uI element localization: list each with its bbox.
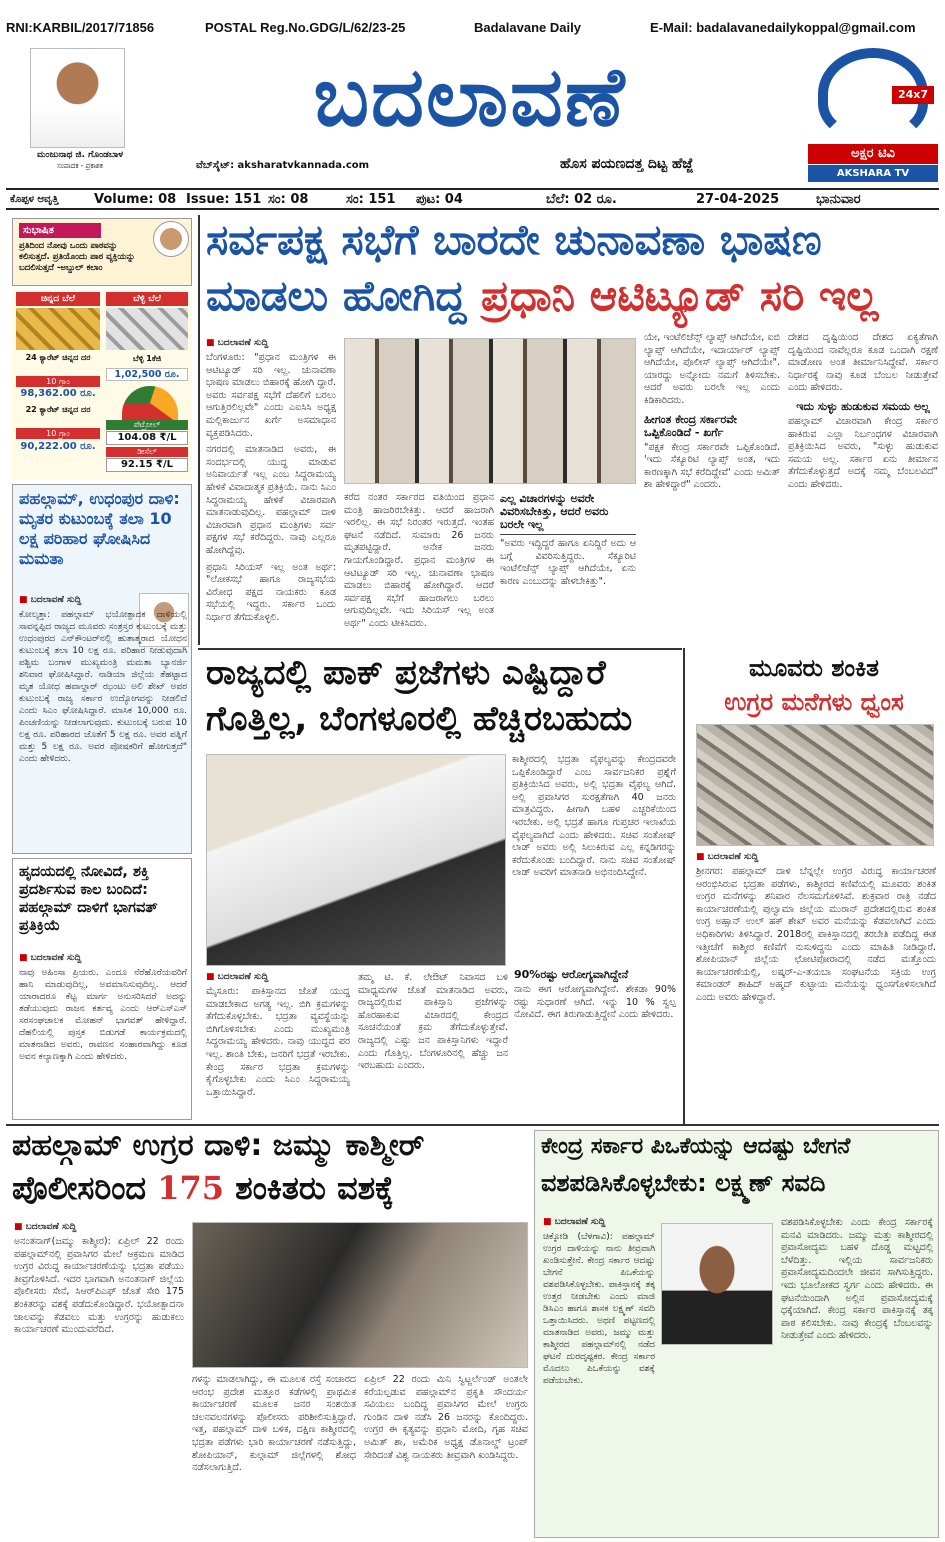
- mamata-headline: ಪಹಲ್ಗಾಮ್, ಉಧಂಪುರ ದಾಳಿ: ಮೃತರ ಕುಟುಂಬಕ್ಕೆ ತಲಾ 10 ಲಕ್ಷ ಪರಿಹಾರ ಘೋಷಿಸಿದ ಮಮತಾ: [19, 489, 180, 568]
- lead-col1-p2: ನಗರದಲ್ಲಿ ಮಾತನಾಡಿದ ಅವರು, ಈ ಸಂದರ್ಭದಲ್ಲಿ ಯುದ್ಧ ಮಾಡುವ ಅನಿವಾರ್ಯತೆ ಇಲ್ಲ ಎಂಬ ಸಿದ್ದರಾಮಯ್ಯ ಹೇಳಿಕೆ ವಿವಾದಾತ್ಮಕ ಪ್ರತಿಕ್ರಿಯೆ. ನಾನು ಸಿಎಂ ಸಿದ್ದರಾಮಯ್ಯ ಹೇಳಿಕೆ ವಿಚಾರವಾಗಿ ಮಾತನಾಡುವುದಿಲ್ಲ. ಪಹಲ್ಗಾಮ್ ದಾಳಿ ವಿಚಾರವಾಗಿ ಪ್ರಧಾನ ಮಂತ್ರಿಗಳು ಸರ್ವ ಪಕ್ಷಗಳ ಸಭೆ ಕರೆದಿದ್ದರು. ನಾವು ಎಲ್ಲರೂ ಹೋಗಿದ್ದೆವು.: [206, 444, 336, 556]
- gold-price-label: ಚಿನ್ನದ ಬೆಲೆ: [16, 292, 100, 306]
- lead-headline-line2: [206, 271, 936, 328]
- subhashita-heading: ಸುಭಾಷಿತ: [19, 223, 101, 238]
- lead-headline-line2b: ಪ್ರಧಾನಿ ಆಟಿಟ್ಯೂಡ್ ಸರಿ ಇಲ್ಲ: [480, 271, 879, 320]
- column-divider: [683, 648, 685, 1124]
- terror-byline: ■ ಬದಲಾವಣೆ ಸುದ್ದಿ: [696, 852, 836, 864]
- lead-col4-text: ಯೇ, ಇಂಟೆಲಿಜೆನ್ಸ್ ಲ್ಯಾಪ್ಸ್ ಆಗಿದೆಯೇ, ಐಬಿ ಲ್ಯಾಪ್ಸ್ ಆಗಿದೆಯೇ, ಇದಾರ್ಯಾರ್ ಲ್ಯಾಪ್ಸ್ ಆಗಿದೆಯೇ, ಪೊಲೀಸ್ ಲ್ಯಾಪ್ಸ್ ಆಗಿದೆಯೇ". ಯಾರದ್ದು ಅನ್ನೋದು ನಮಗೆ ತಿಳಿಸಬೇಕು. ಆದರೆ ಅವರು ಬರಲೇ ಇಲ್ಲ ಎಂದು ಕಿಡಿಕಾರಿದರು.: [644, 332, 780, 406]
- lead-col1-p1: ಬೆಂಗಳೂರು: "ಪ್ರಧಾನ ಮಂತ್ರಿಗಳ ಈ ಆಟಿಟ್ಯೂಡ್ ಸರಿ ಇಲ್ಲ. ಚುನಾವಣಾ ಭಾಷಣ ಮಾಡಲು ಬಿಹಾರಕ್ಕೆ ಹೋಗಿ ದ್ದಾರೆ. ಅವರು ಸರ್ವಪಕ್ಷ ಸಭೆಗೆ ದೆಹಲಿಗೆ ಬರಲು ಆಗುತ್ತಿರಲಿಲ್ಲವೇ" ಎಂದು ಎಐಸಿಸಿ ಅಧ್ಯಕ್ಷ ಮಲ್ಲಿಕಾರ್ಜುನ ಖರ್ಗೆ ಅಸಮಾಧಾನ ವ್ಯಕ್ತಪಡಿಸಿದರು.: [206, 352, 336, 439]
- editor-role: ಸಂಪಾದಕ - ಪ್ರಕಾಶಕ: [57, 162, 103, 170]
- pak-sub-story: [514, 968, 676, 1120]
- savadi-headline-line2: ವಶಪಡಿಸಿಕೊಳ್ಳಬೇಕು: ಲಕ್ಷ್ಮಣ್ ಸವದಿ: [541, 1169, 826, 1197]
- jk-headline-line1: ಪಹಲ್ಗಾಮ್ ಉಗ್ರರ ದಾಳಿ: ಜಮ್ಮು ಕಾಶ್ಮೀರ್: [12, 1128, 425, 1163]
- savadi-col2: ವಶಪಡಿಸಿಕೊಳ್ಳಬೇಕು ಎಂದು ಕೇಂದ್ರ ಸರ್ಕಾರಕ್ಕೆ ಮನವಿ ಮಾಡಿದರು. ಜಮ್ಮು ಮತ್ತು ಕಾಶ್ಮೀರದಲ್ಲಿ ಪ್ರವಾಸೋದ್ಯಮ ಬಹಳ ದೊಡ್ಡ ಮಟ್ಟದಲ್ಲಿ ಬೆಳೆದಿತ್ತು. ಇಲ್ಲಿಯ ಸಾರ್ವಜನಿಕರು ಪ್ರವಾಸೋದ್ಯಮದಿಂದಲೇ ಜೀವನ ಸಾಗಿಸುತ್ತಿದ್ದರು. ಇದು ಭೂಲೋಕದ ಸ್ವರ್ಗ ಎಂದು ಹೇಳಿದರು. ಈ ಘಟನೆಯಿಂದಾಗಿ ಅಲ್ಲಿನ ಪ್ರವಾಸೋದ್ಯಮಕ್ಕೆ ಧಕ್ಕೆಯಾಗಿದೆ. ಕೇಂದ್ರ ಸರ್ಕಾರ ಪಾಕಿಸ್ತಾನಕ್ಕೆ ತಕ್ಕ ಪಾಠ ಕಲಿಸಬೇಕು. ನಾವು ಕೇಂದ್ರಕ್ಕೆ ಬೆಂಬಲವನ್ನು ನೀಡುತ್ತೇವೆ ಎಂದು ಹೇಳಿದರು.: [781, 1217, 933, 1342]
- lead-col5-text: ದೇಶದ ದೃಷ್ಟಿಯಿಂದ ದೇಶದ ಏಕ್ಯತೆಗಾಗಿ ದೃಷ್ಟಿಯಿಂದ ನಾವೆಲ್ಲರೂ ಕೂಡ ಒಂದಾಗಿ ರಕ್ಷಣೆ ಮಾಡೋಣ ಅಂತ ತೀರ್ಮಾನಿಸಿದ್ದೇವೆ. ಸರ್ಕಾರ ನಿರ್ಧಾರಕ್ಕೆ ನಾವು ಕೂಡ ಬೆಂಬಲ ನೀಡುತ್ತೇವೆ ಎಂದು ಹೇಳಿದರು.: [788, 332, 938, 394]
- section-rule: [6, 1124, 939, 1126]
- mamata-story: [12, 484, 192, 854]
- pak-headline-line1: ರಾಜ್ಯದಲ್ಲಿ ಪಾಕ್ ಪ್ರಜೆಗಳು ಎಷ್ಟಿದ್ದಾರೆ: [206, 653, 606, 693]
- pak-headline-line2: ಗೊತ್ತಿಲ್ಲ, ಬೆಂಗಳೂರಲ್ಲಿ ಹೆಚ್ಚಿರಬಹುದು: [206, 699, 633, 739]
- gold24-price: 98,362.00 ರೂ.: [20, 388, 96, 399]
- rni-number: RNI:KARBIL/2017/71856: [6, 20, 155, 35]
- silver-unit: ಬೆಳ್ಳಿ 1ಕೆಜಿ: [132, 354, 162, 363]
- jk-col1: ಅನಂತನಾಗ್(ಜಮ್ಮು ಕಾಶ್ಮೀರ): ಏಪ್ರಿಲ್ 22 ರಂದು ಪಹಲ್ಗಾಮ್‌ನಲ್ಲಿ ಪ್ರವಾಸಿಗರ ಮೇಲೆ ಆಕ್ರಮಣ ಮಾಡಿದ ಉಗ್ರರ ವಿರುದ್ಧ ಕಾರ್ಯಾಚರಣೆಯನ್ನು ಭದ್ರತಾ ಪಡೆಯು ತೀವ್ರಗೊಳಿಸಿದೆ. ಇದರ ಭಾಗವಾಗಿ ಅನಂತನಾಗ್ ಜಿಲ್ಲೆಯ ಪೊಲೀಸರು ಸೇನೆ, ಸಿಆರ್‌ಪಿಎಫ್ ಜೊತೆ ಸೇರಿ 175 ಶಂಕಿತರನ್ನು ವಶಕ್ಕೆ ಪಡೆದುಕೊಂಡಿದ್ದಾರೆ. ಭಯೋತ್ಪಾದನಾ ಜಾಲವನ್ನು ಕೆಡವಲು ಮತ್ತು ಉಗ್ರರನ್ನು ಹುಡುಕಲು ಕಾರ್ಯಾಚರಣೆ ಮುಂದುವರೆದಿದೆ.: [14, 1236, 184, 1336]
- lead-col4: [644, 332, 780, 642]
- sam-1: ಸಂ: 08: [268, 192, 309, 207]
- lead-col1-p3: ಪ್ರಧಾನಿ ಸಿರಿಯಸ್ ಇಲ್ಲ ಅಂತ ಅರ್ಥ: "ಲೋಕಸಭೆ ಹಾಗೂ ರಾಜ್ಯಸಭೆಯ ವಿರೋಧ ಪಕ್ಷದ ನಾಯಕರು ಕೂಡ ಸಭೆಯಲ್ಲಿ ಇದ್ದರು. ಸರ್ಕಾರ ಒಂದು ನಿರ್ಧಾರ ತೆಗೆದುಕೊಳ್ಳಲಿ.: [206, 561, 336, 623]
- issue-bar: [6, 188, 939, 210]
- lead-col3-text: "ಅವರು ಇದ್ದಿದ್ದರೆ ಹಾಗೂ ಏನಿದ್ದಿರೆ ಅದು ಆ ಬಗ್ಗೆ ವಿವರಿಸುತ್ತಿದ್ದರು. ಸೆಕ್ಯೂರಿಟಿ ಇಂಟೆಲಿಜೆನ್ಸ್ ಲ್ಯಾಪ್ಸ್ ಆಗಿದೆಯೇ, ಏನು ಕಾರಣ ಎಂಬುದನ್ನು ಹೇಳಬೇಕಿತ್ತು".: [500, 538, 636, 587]
- terror-headline-line2: ಉಗ್ರರ ಮನೆಗಳು ಧ್ವಂಸ: [724, 688, 904, 716]
- gold-bars-image: [16, 308, 100, 350]
- kalam-photo: [153, 221, 189, 257]
- pak-text-left: ಮೈಸೂರು: ಪಾಕಿಸ್ತಾನದ ಜೊತೆ ಯುದ್ಧ ಮಾಡಬೇಕಾದ ಅಗತ್ಯ ಇಲ್ಲ. ಬಿಗಿ ಕ್ರಮಗಳನ್ನು ತೆಗೆದುಕೊಳ್ಳಬೇಕು. ಭದ್ರತಾ ವ್ಯವಸ್ಥೆಯನ್ನು ಬಿಗಿಗೊಳಿಸಬೇಕು ಎಂದು ಮುಖ್ಯಮಂತ್ರಿ ಸಿದ್ದರಾಮಯ್ಯ ಹೇಳಿದರು. ನಾವು ಯುದ್ಧದ ಪರ ಇಲ್ಲ. ಶಾಂತಿ ಬೇಕು, ಜನರಿಗೆ ಭದ್ರತೆ ಇರಬೇಕು. ಕೇಂದ್ರ ಸರ್ಕಾರ ಭದ್ರತಾ ಕ್ರಮಗಳನ್ನು ಕೈಗೊಳ್ಳಬೇಕು ಎಂದು ಸಿಎಂ ಸಿದ್ದರಾಮಯ್ಯ ಒತ್ತಾಯಿಸಿದ್ದಾರೆ.: [206, 986, 350, 1098]
- lead-col2: ಕರೆದ ನಂತರ ಸರ್ಕಾರದ ವತಿಯಿಂದ ಪ್ರಧಾನ ಮಂತ್ರಿ ಹಾಜರಿರಬೇಕಿತ್ತು. ಆದರೆ ಹಾಜರಾಗಿ ಇರಲಿಲ್ಲ. ಈ ಸಭೆ ನಿರಂತರ ಇರುತ್ತದೆ. ಇಂತಹ ಘಟನೆ ನಡೆದಿದೆ. ಸುಮಾರು 26 ಜನರು ಮೃತಪಟ್ಟಿದ್ದಾರೆ. ಅನೇಕ ಜನರು ಗಾಯಗೊಂಡಿದ್ದಾರೆ. ಪ್ರಧಾನ ಮಂತ್ರಿಗಳ ಈ ಆಟಿಟ್ಯೂಡ್ ಸರಿ ಇಲ್ಲ. ಚುನಾವಣಾ ಭಾಷಣ ಮಾಡಲು ಬಿಹಾರಕ್ಕೆ ಹೋಗಿದ್ದಾರೆ. ಆದರೆ ಸರ್ವಪಕ್ಷ ಸಭೆಗೆ ಹಾಜರಾಗಲು ಬರಲು ಆಗುವುದಿಲ್ಲವೇ. ಇದು ಸಿರಿಯಸ್ ಇಲ್ಲ ಅಂತ ಅರ್ಥ" ಎಂದು ಟೀಕಿಸಿದರು.: [344, 492, 494, 629]
- lead-col5-head: ಇದು ಸುಳ್ಳು ಹುಡುಕುವ ಸಮಯ ಅಲ್ಲ: [796, 399, 930, 413]
- savadi-photo: [661, 1223, 773, 1345]
- pak-text-mid: ತಮ್ಮ ಟಿ. ಕೆ. ಲೇಔಟ್ ನಿವಾಸದ ಬಳಿ ಮಾಧ್ಯಮಗಳ ಜೊತೆ ಮಾತನಾಡಿದ ಅವರು, ರಾಜ್ಯದಲ್ಲಿರುವ ಪಾಕಿಸ್ತಾನಿ ಪ್ರಜೆಗಳನ್ನು ಹೊರಹಾಕುವ ವಿಚಾರದಲ್ಲಿ ಕೇಂದ್ರದ ಸೂಚನೆಯಂತೆ ಕ್ರಮ ತೆಗೆದುಕೊಳ್ಳುತ್ತೇವೆ. ರಾಜ್ಯದಲ್ಲಿ ಎಷ್ಟು ಜನ ಪಾಕಿಸ್ತಾನಿಗಳು ಇದ್ದಾರೆ ಎಂದು ಗೊತ್ತಿಲ್ಲ. ಬೆಂಗಳೂರಿನಲ್ಲಿ ಹೆಚ್ಚು ಜನ ಇರಬಹುದು ಎಂದರು.: [358, 972, 508, 1072]
- silver-price: 1,02,500 ರೂ.: [106, 368, 188, 381]
- subhashita-box: [12, 218, 192, 286]
- terror-headline-line1: ಮೂವರು ಶಂಕಿತ: [749, 654, 879, 682]
- savadi-headline-line1: ಕೇಂದ್ರ ಸರ್ಕಾರ ಪಿಒಕೆಯನ್ನು ಆದಷ್ಟು ಬೇಗನೆ: [541, 1134, 851, 1159]
- jk-headline-line2c: ಶಂಕಿತರು ವಶಕ್ಕೆ: [224, 1169, 394, 1207]
- tv-name-en: AKSHARA TV KANNADA: [808, 165, 938, 182]
- demolished-house-photo: [696, 724, 934, 846]
- column-divider: [198, 215, 200, 645]
- lead-col4-text2: "ಪಕ್ಷಕ ಕೇಂದ್ರ ಸರ್ಕಾರವೇ ಒಪ್ಪಿಕೊಂಡಿದೆ. 'ಇದು ಸೆಕ್ಯೂರಿಟಿ ಲ್ಯಾಪ್ಸ್ ಅಂತ, ಇದು ಕಾರಣಕ್ಕಾಗಿ ಸಭೆ ಕರೆದಿದ್ದೇವೆ' ಎಂದು ಅಮಿತ್ ಶಾ ಹೇಳಿದ್ದಾರೆ" ಎಂದರು.: [644, 441, 780, 491]
- mamata-byline: ■ ಬದಲಾವಣೆ ಸುದ್ದಿ: [19, 595, 119, 607]
- savadi-story: [534, 1130, 939, 1538]
- tv-badge: 24x7: [892, 86, 934, 104]
- editor-photo: [30, 48, 125, 148]
- mamata-text: ಕೋಲ್ಕತ್ತಾ: ಪಹಲ್ಗಾಮ್ ಭಯೋತ್ಪಾದಕ ದಾಳಿಯಲ್ಲಿ ಸಾವನ್ನಪ್ಪಿದ ರಾಜ್ಯದ ಮೂವರು ಸಂತ್ರಸ್ತರ ಕುಟುಂಬಕ್ಕೆ ಮತ್ತು ಉಧಂಪುರದ ಎನ್‌ಕೌಂಟರ್‌ನಲ್ಲಿ ಹುತಾತ್ಮರಾದ ಯೋಧನ ಕುಟುಂಬಕ್ಕೆ ತಲಾ 10 ಲಕ್ಷ ರೂ. ಪರಿಹಾರ ನೀಡುವುದಾಗಿ ಪಶ್ಚಿಮ ಬಂಗಾಳ ಮುಖ್ಯಮಂತ್ರಿ ಮಮತಾ ಬ್ಯಾನರ್ಜಿ ಶನಿವಾರ ಘೋಷಿಸಿದ್ದಾರೆ. ನಾಡಿಯಾ ಜಿಲ್ಲೆಯ ತೆಹಟ್ಟಾದ ಮೃತ ಯೋಧ ಹವಾಲ್ದಾರ್ ಝಂಟು ಅಲಿ ಶೇಖ್ ಅವರ ಕುಟುಂಬಕ್ಕೆ ರಾಜ್ಯ ಸರ್ಕಾರ ಉದ್ಯೋಗವನ್ನು ನೀಡಲಿದೆ ಎಂದು ಸಿಎಂ ಘೋಷಿಸಿದ್ದಾರೆ. ಮಾಸಿಕ 10,000 ರೂ. ಪಿಂಚಣಿಯನ್ನು ನೀಡಲಾಗುವುದು. ಕುಟುಂಬಕ್ಕೆ ಬರುವ 10 ಲಕ್ಷ ರೂ. ಪರಿಹಾರದ ಜೊತೆಗೆ 5 ಲಕ್ಷ ರೂ. ಅವರ ಪತ್ನಿಗೆ ಮತ್ತು 5 ಲಕ್ಷ ರೂ. ಅವರ ಪೋಷಕರಿಗೆ ಹೋಗುತ್ತದೆ" ಎಂದು ಹೇಳಿದರು.: [19, 610, 187, 764]
- lead-col4-head: ಹೀಗಂತ ಕೇಂದ್ರ ಸರ್ಕಾರವೇ ಒಪ್ಪಿಕೊಂಡಿದೆ - ಖರ್ಗೆ: [644, 412, 737, 439]
- pak-text-right: ಕಾಶ್ಮೀರದಲ್ಲಿ ಭದ್ರತಾ ವೈಫಲ್ಯವನ್ನು ಕೇಂದ್ರದವರೇ ಒಪ್ಪಿಕೊಂಡಿದ್ದಾರೆ ಎಂಬ ಸಾರ್ವಜನಿಕರ ಪ್ರಶ್ನೆಗೆ ಪ್ರತಿಕ್ರಿಯಿಸಿದ ಅವರು, ಅಲ್ಲಿ ಭದ್ರತಾ ವೈಫಲ್ಯ ಆಗಿದೆ. ಅಲ್ಲಿ ಪ್ರವಾಸಿಗರ ಸುರಕ್ಷತೆಗಾಗಿ 40 ಜನರು ಮಾತ್ರವಿದ್ದರು. ಹೀಗಾಗಿ ಬಹಳ ಎಚ್ಚರಿಕೆಯಿಂದ ಇರಬೇಕು. ಅಲ್ಲಿ ಭದ್ರತೆ ಹಾಗೂ ಗುಪ್ತಚರ ಇಲಾಖೆಯ ವೈಫಲ್ಯವಾಗಿದೆ ಎಂದು ಹೇಳಿದರು. ಸಚಿವ ಸಂತೋಷ್ ಲಾಡ್ ಅವರು ಅಲ್ಲಿ ಸಿಲುಕಿರುವ ಎಲ್ಲ ಕನ್ನಡಿಗರನ್ನು ಕರೆದುಕೊಂಡು ಬಂದಿದ್ದಾರೆ. ನಾನು ಸಚಿವ ಸಂತೋಷ್ ಲಾಡ್ ಅವರಿಗೆ ಮಾತನಾಡಿ ಅಭಿನಂದಿಸಿದ್ದೇನೆ.: [512, 754, 676, 879]
- siddaramaiah-photo: [206, 754, 506, 966]
- sam-2: ಸಂ: 151: [346, 192, 396, 207]
- bhagwat-story: [12, 858, 192, 1120]
- fuel-gauge-icon: [122, 386, 178, 420]
- bhagwat-headline: ಹೃದಯದಲ್ಲಿ ನೋವಿದೆ, ಶಕ್ತಿ ಪ್ರದರ್ಶಿಸುವ ಕಾಲ ಬಂದಿದೆ: ಪಹಲ್ಗಾಮ್ ದಾಳಿಗೆ ಭಾಗವತ್ ಪ್ರತಿಕ್ರಿಯೆ: [19, 864, 158, 934]
- postal-reg: POSTAL Reg.No.GDG/L/62/23-25: [205, 20, 406, 35]
- masthead-title: ಬದಲಾವಣೆ: [313, 49, 627, 145]
- section-rule: [198, 648, 682, 650]
- jk-headline-line2a: ಪೊಲೀಸರಿಂದ: [12, 1169, 158, 1207]
- police-raid-photo: [192, 1222, 528, 1368]
- pak-byline: ■ ಬದಲಾವಣೆ ಸುದ್ದಿ: [206, 972, 346, 984]
- bhagwat-text: ನಾವು ಅಹಿಂಸಾ ಪ್ರಿಯರು. ಎಂದೂ ನೆರೆಹೊರೆಯವರಿಗೆ ಹಾನಿ ಮಾಡುವುದಿಲ್ಲ, ಅವಮಾನಿಸುವುದಿಲ್ಲ. ಆದರೆ ಯಾರಾದರೂ ಕೆಟ್ಟ ಮಾರ್ಗ ಅನುಸರಿಸಿದರೆ ಅದನ್ನು ತಡೆಯುವುದು ರಾಜನ ಕರ್ತವ್ಯ ಎಂದು ಆರ್‌ಎಸ್‌ಎಸ್ ಸರಸಂಘಚಾಲಕ ಮೋಹನ್ ಭಾಗವತ್ ಹೇಳಿದ್ದಾರೆ. ದೆಹಲಿಯಲ್ಲಿ ಪುಸ್ತಕ ಬಿಡುಗಡೆ ಕಾರ್ಯಕ್ರಮದಲ್ಲಿ ಮಾತನಾಡಿದ ಅವರು, ರಾವಣನ ಸಂಹಾರವಾಗಿದ್ದು ಕೂಡ ಅವನ ಕಲ್ಯಾಣಕ್ಕಾಗಿ ಎಂದು ಹೇಳಿದರು.: [19, 968, 187, 1062]
- page-count: ಪುಟ: 04: [416, 192, 463, 207]
- savadi-col1: ಚಿಕ್ಕೋಡಿ (ಬೆಳಗಾವಿ): ಪಹಲ್ಗಾಮ್ ಉಗ್ರರ ದಾಳಿಯನ್ನು ನಾನು ತೀವ್ರವಾಗಿ ಖಂಡಿಸುತ್ತೇನೆ. ಕೇಂದ್ರ ಸರ್ಕಾರ ಆದಷ್ಟು ಬೇಗನೆ ಪಿಒಕೆಯನ್ನು ವಶಪಡಿಸಿಕೊಳ್ಳಬೇಕು. ಪಾಕಿಸ್ತಾನಕ್ಕೆ ತಕ್ಕ ಉತ್ತರ ನೀಡಬೇಕು ಎಂದು ಮಾಜಿ ಡಿಸಿಎಂ ಹಾಗೂ ಶಾಸಕ ಲಕ್ಷ್ಮಣ್ ಸವದಿ ಒತ್ತಾಯಿಸಿದರು. ಅಥಣಿ ಪಟ್ಟಣದಲ್ಲಿ ಮಾತನಾಡಿದ ಅವರು, ಜಮ್ಮು ಮತ್ತು ಕಾಶ್ಮೀರದ ಪಹಲ್ಗಾಮ್‌ನಲ್ಲಿ ನಡೆದ ಘಟನೆ ದುರದೃಷ್ಟಕರ. ಕೇಂದ್ರ ಸರ್ಕಾರ ಮೊದಲು ಪಿಒಕೆಯನ್ನು ವಶಕ್ಕೆ ಪಡೆಯಬೇಕು.: [543, 1232, 655, 1386]
- diesel-price: 92.15 ₹/L: [106, 458, 188, 472]
- silver-price-label: ಬೆಳ್ಳಿ ಬೆಲೆ: [106, 292, 188, 306]
- lead-col5: [788, 332, 938, 642]
- paper-name-en: Badalavane Daily: [474, 20, 581, 35]
- top-strip: [0, 0, 945, 40]
- petrol-price: 104.08 ₹/L: [106, 431, 188, 445]
- lead-col3-head: ಎಲ್ಲ ವಿಚಾರಗಳನ್ನು ಅವರೇ ವಿವರಿಸಬೇಕಿತ್ತು, ಆದರೆ ಅವರು ಬರಲೇ ಇಲ್ಲ: [500, 492, 636, 535]
- tagline: ಹೊಸ ಪಯಣದತ್ತ ದಿಟ್ಟ ಹೆಜ್ಜೆ: [560, 156, 694, 172]
- bhagwat-byline: ■ ಬದಲಾವಣೆ ಸುದ್ದಿ: [19, 953, 139, 965]
- tv-name-kn: ಅಕ್ಷರ ಟಿವಿ: [808, 144, 938, 164]
- subhashita-text: ಪ್ರತಿದಿಂದ ನೋವು ಒಂದು ಪಾಠವನ್ನು ಕಲಿಸುತ್ತದೆ. ಪ್ರತಿಯೊಂದು ಪಾಠ ವ್ಯಕ್ತಿಯನ್ನು ಬದಲಿಸುತ್ತದೆ -ಅಬ್ದುಲ್ ಕಲಾಂ: [19, 241, 136, 273]
- kharge-press-photo: [344, 338, 636, 484]
- rates-box: [12, 290, 192, 480]
- jk-headline-count: 175: [157, 1169, 225, 1207]
- lead-col3: [500, 492, 636, 642]
- website: ವೆಬ್‌ಸೈಟ್: aksharatvkannada.com: [196, 160, 370, 171]
- diesel-label: ಡೀಸೆಲ್: [106, 447, 188, 457]
- jk-col2: ಗಳನ್ನು ಮಾಡಲಾಗಿದ್ದು, ಈ ಮೂಲಕ ರಸ್ತೆ ಸಂಚಾರದ ಆರಂಭ ಪ್ರದೇಶ ಮತ್ತೂರ ಕಡೆಗಳಲ್ಲಿ ಪ್ರಾಥಮಿಕ ಕಾರ್ಯಾಚರಣೆ ಮೂಲಕ ಜನರ ಸಂಶಯಿತ ಚಲನವಲನಗಳನ್ನು ಪೊಲೀಸರು ಪರಿಶೀಲಿಸುತ್ತಿದ್ದಾರೆ. ಇತ್ತ, ಪಹಲ್ಗಾಮ್ ದಾಳಿ ಬಳಿಕ, ದಕ್ಷಿಣ ಕಾಶ್ಮೀರದಲ್ಲಿ ಭದ್ರತಾ ಪಡೆಗಳು ಭಾರಿ ಕಾರ್ಯಾಚರಣೆ ನಡೆಸುತ್ತಿದ್ದು, ಶೋಪಿಯಾನ್, ಕುಲ್ಗಾಮ್ ಜಿಲ್ಲೆಗಳಲ್ಲಿ ಶೋಧ ನಡೆಸಲಾಗುತ್ತಿದೆ.: [192, 1374, 356, 1474]
- editor-name: ಮಂಜುನಾಥ ಜಿ. ಗೊಂಡಬಾಳ: [36, 150, 124, 160]
- lead-col5-text2: ಪಹಲ್ಗಾಮ್ ವಿಚಾರವಾಗಿ ಕೇಂದ್ರ ಸರ್ಕಾರ ಹಾಕಿರುವ ಎಲ್ಲಾ ನಿರ್ಬಂಧಗಳ ವಿಚಾರವಾಗಿ ಪ್ರತಿಕ್ರಿಯಿಸಿದ ಅವರು, "ಸುಳ್ಳು ಹುಡುಕುವ ಸಮಯ ಅಲ್ಲ. ಸರ್ಕಾರ ಏನು ತೀರ್ಮಾನ ತೆಗೆದುಕೊಳ್ಳುತ್ತದೆ ಅದಕ್ಕೆ ನಮ್ಮ ಬೆಂಬಲವಿದೆ" ಎಂದು ಹೇಳಿದರು.: [788, 415, 938, 490]
- lead-headline-line2a: ಮಾಡಲು ಹೋಗಿದ್ದ: [206, 271, 481, 320]
- price: ಬೆಲೆ: 02 ರೂ.: [546, 192, 617, 207]
- day: ಭಾನುವಾರ: [816, 192, 861, 207]
- date: 27-04-2025: [696, 192, 780, 207]
- edition: ಕೊಪ್ಪಳ ಆವೃತ್ತಿ: [10, 194, 59, 205]
- gold22-unit: 10 ಗ್ರಾಂ: [16, 428, 100, 439]
- petrol-label: ಪೆಟ್ರೋಲ್: [106, 420, 188, 430]
- gold22-label: 22 ಕ್ಯಾರೆಟ್ ಚಿನ್ನದ ದರ: [25, 405, 91, 414]
- pak-sub-head: 90%ರಷ್ಟು ಆರೋಗ್ಯವಾಗಿದ್ದೇನೆ: [514, 968, 629, 981]
- gold24-unit: 10 ಗ್ರಾಂ: [16, 376, 100, 387]
- gold24-label: 24 ಕ್ಯಾರೆಟ್ ಚಿನ್ನದ ದರ: [25, 353, 91, 362]
- tv-logo: [808, 48, 938, 196]
- jk-headline-line2: [12, 1169, 532, 1214]
- lead-col1: [206, 352, 336, 642]
- pak-sub-text: ನಾನು ಈಗ ಆರೋಗ್ಯವಾಗಿದ್ದೇನೆ. ಶೇಕಡಾ 90% ರಷ್ಟು ಸುಧಾರಣೆ ಆಗಿದೆ. ಇನ್ನು 10 % ಸ್ವಲ್ಪ ನೋವಿದೆ. ಈಗ ತಿರುಗಾಡುತ್ತಿದ್ದೇನೆ ಎಂದು ಹೇಳಿದರು.: [514, 984, 676, 1021]
- volume: Volume: 08: [94, 192, 177, 207]
- email: E-Mail: badalavanedailykoppal@gmail.com: [650, 20, 916, 35]
- lead-byline: ■ ಬದಲಾವಣೆ ಸುದ್ದಿ: [206, 338, 336, 350]
- issue-number: Issue: 151: [186, 192, 262, 207]
- terror-text: ಶ್ರೀನಗರ: ಪಹಲ್ಗಾಮ್ ದಾಳಿ ಬೆನ್ನಲ್ಲೇ ಉಗ್ರರ ವಿರುದ್ಧ ಕಾರ್ಯಾಚರಣೆ ಆರಂಭಿಸಿರುವ ಭದ್ರತಾ ಪಡೆಗಳು, ಕಾಶ್ಮೀರದ ಕಣಿವೆಯಲ್ಲಿ ಮೂವರು ಶಂಕಿತ ಉಗ್ರರ ಮನೆಗಳನ್ನು ಶನಿವಾರ ನೆಲಸಮಗೊಳಿಸಿವೆ. ಶುಕ್ರವಾರ ರಾತ್ರಿ ನಡೆದ ಕಾರ್ಯಾಚರಣೆಯಲ್ಲಿ ಪುಲ್ವಾಮಾ ಜಿಲ್ಲೆಯ ಮುರಾನ್ ಪ್ರದೇಶದಲ್ಲಿರುವ ಶಂಕಿತ ಉಗ್ರ ಅಹ್ಸಾನ್ ಉಲ್ ಹಕ್ ಶೇಖ್ ಅವರ ಮನೆಯನ್ನು ಕೆಡವಲಾಗಿದೆ ಎಂದು ಅಧಿಕಾರಿಗಳು ತಿಳಿಸಿದ್ದಾರೆ. 2018ರಲ್ಲಿ ಪಾಕಿಸ್ತಾನದಲ್ಲಿ ತರಬೇತಿ ಪಡೆದಿದ್ದ ಈತ ಇತ್ತೀಚೆಗೆ ಕಾಶ್ಮೀರ ಕಣಿವೆಗೆ ನುಸುಳಿದ್ದನು ಎಂದು ಮಾಹಿತಿ ನೀಡಿದ್ದಾರೆ. ಶೋಪಿಯಾನ್ ಜಿಲ್ಲೆಯ ಛೋಟಿಪೋರಾದಲ್ಲಿ ನಡೆದ ಮತ್ತೊಂದು ಕಾರ್ಯಾಚರಣೆಯಲ್ಲಿ, ಲಷ್ಕರ್-ಎ-ತಯಬಾ ಸಂಘಟನೆಯ ಸಕ್ರಿಯ ಉಗ್ರ ಕಮಾಂಡರ್ ಶಾಹಿದ್ ಅಹ್ಮದ್ ಕುಟ್ಟಾಯ ಮನೆಯನ್ನು ಧ್ವಂಸಗೊಳಿಸಲಾಗಿದೆ ಎಂದು ಅವರು ಹೇಳಿದ್ದಾರೆ.: [696, 866, 936, 1003]
- savadi-byline: ■ ಬದಲಾವಣೆ ಸುದ್ದಿ: [543, 1217, 663, 1229]
- lead-headline-line1: ಸರ್ವಪಕ್ಷ ಸಭೆಗೆ ಬಾರದೇ ಚುನಾವಣಾ ಭಾಷಣ: [206, 215, 822, 264]
- jk-byline: ■ ಬದಲಾವಣೆ ಸುದ್ದಿ: [14, 1222, 164, 1234]
- silver-bars-image: [106, 308, 188, 350]
- jk-col3: ಏಪ್ರಿಲ್ 22 ರಂದು ಮಿನಿ ಸ್ವಿಟ್ಜರ್ಲೆಂಡ್ ಅಂತಲೇ ಕರೆಯಲ್ಪಡುವ ಪಹಲ್ಗಾಮ್‌ನ ಪ್ರಕೃತಿ ಸೌಂದರ್ಯ ಸವಿಯಲು ಬಂದಿದ್ದ ಪ್ರವಾಸಿಗರ ಮೇಲೆ ಉಗ್ರರು ಗುಂಡಿನ ದಾಳಿ ನಡೆಸಿ 26 ಜನರನ್ನು ಕೊಂದಿದ್ದರು. ಉಗ್ರರ ಈ ಕೃತ್ಯವನ್ನು ಪ್ರಧಾನಿ ಮೋದಿ, ಗೃಹ ಸಚಿವ ಅಮಿತ್ ಶಾ, ಅಮೆರಿಕ ಅಧ್ಯಕ್ಷ ಡೊನಾಲ್ಡ್ ಟ್ರಂಪ್ ಸೇರಿದಂತೆ ವಿಶ್ವ ನಾಯಕರು ತೀವ್ರವಾಗಿ ಖಂಡಿಸಿದ್ದರು.: [364, 1374, 528, 1461]
- gold22-price: 90,222.00 ರೂ.: [20, 441, 96, 452]
